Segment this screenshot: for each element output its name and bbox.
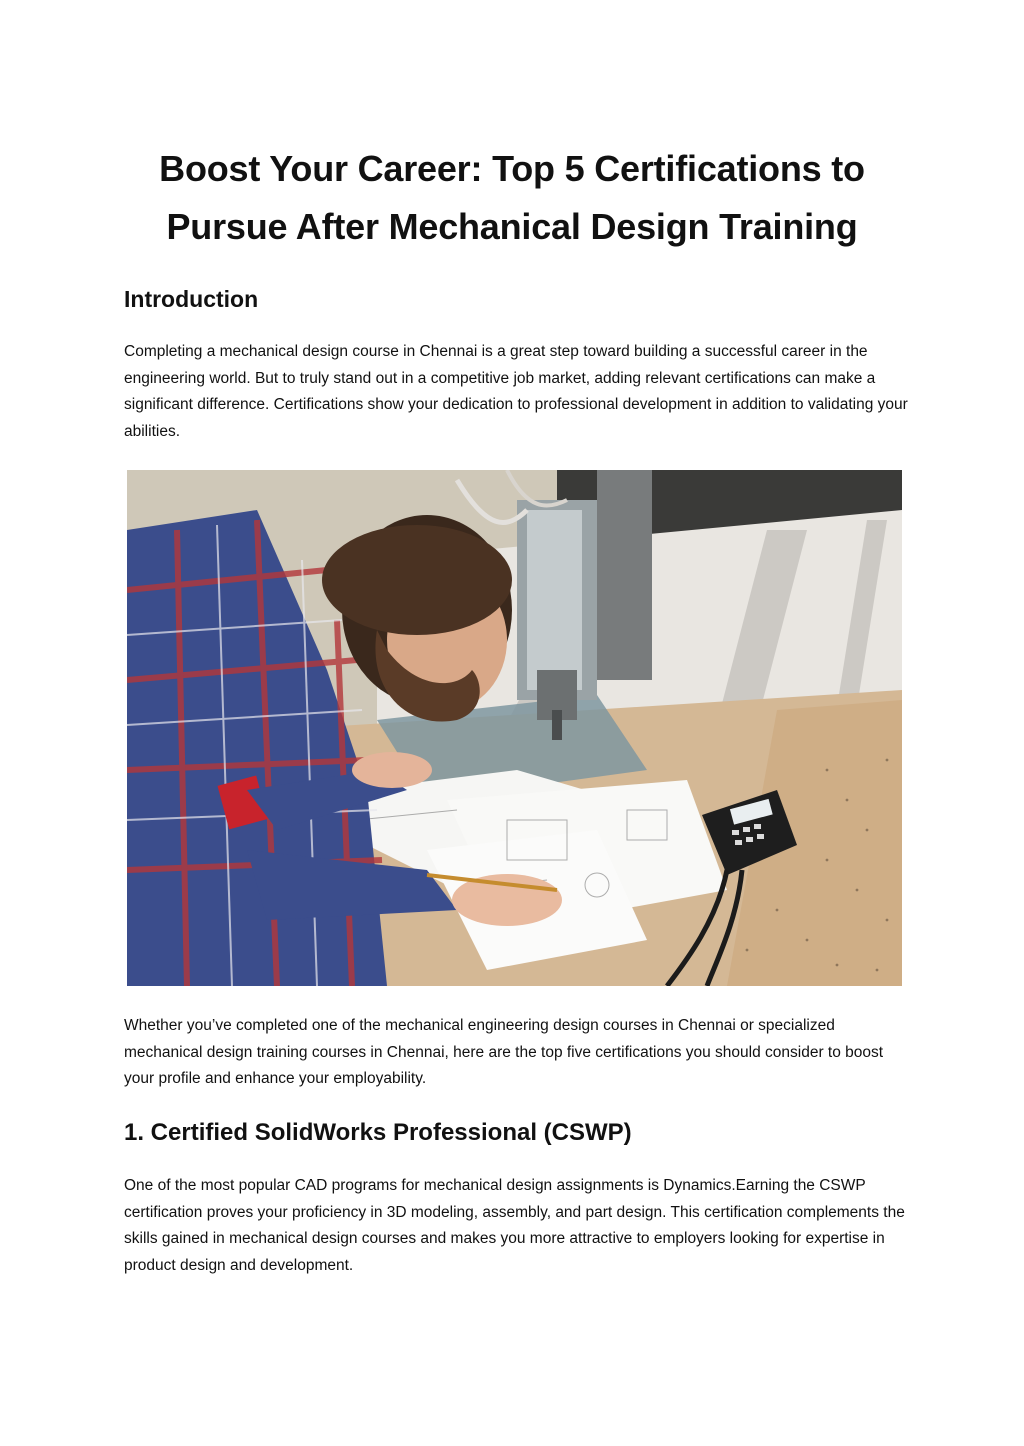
cert1-paragraph: One of the most popular CAD programs for mechanical design assignments is Dynamics.Earning the CSWP certification proves your proficiency in 3D modeling, assembly, and part design. This certification complements the skills gained in mechanical design courses and makes you more attractive to employers looking for expertise in product design and development. xyxy=(124,1177,905,1275)
after-image-paragraph: Whether you’ve completed one of the mechanical engineering design courses in Chennai or specialized mechanical design training courses in Chennai, here are the top five certifications you should consider to boost your profile and enhance your employability. xyxy=(124,1017,884,1088)
introduction-paragraph: Completing a mechanical design course in Chennai is a great step toward building a successful career in the engineering world. But to truly stand out in a competitive job market, adding relevant certifications can make a significant difference. Certifications show your dedication to professional development in addition to validating your abilities. xyxy=(124,343,908,441)
engineer-photo xyxy=(127,470,902,986)
cert1-heading: 1. Certified SolidWorks Professional (CSWP) xyxy=(124,1119,632,1146)
introduction-heading: Introduction xyxy=(124,286,259,312)
page-title: Boost Your Career: Top 5 Certifications to Pursue After Mechanical Design Training xyxy=(159,148,865,247)
